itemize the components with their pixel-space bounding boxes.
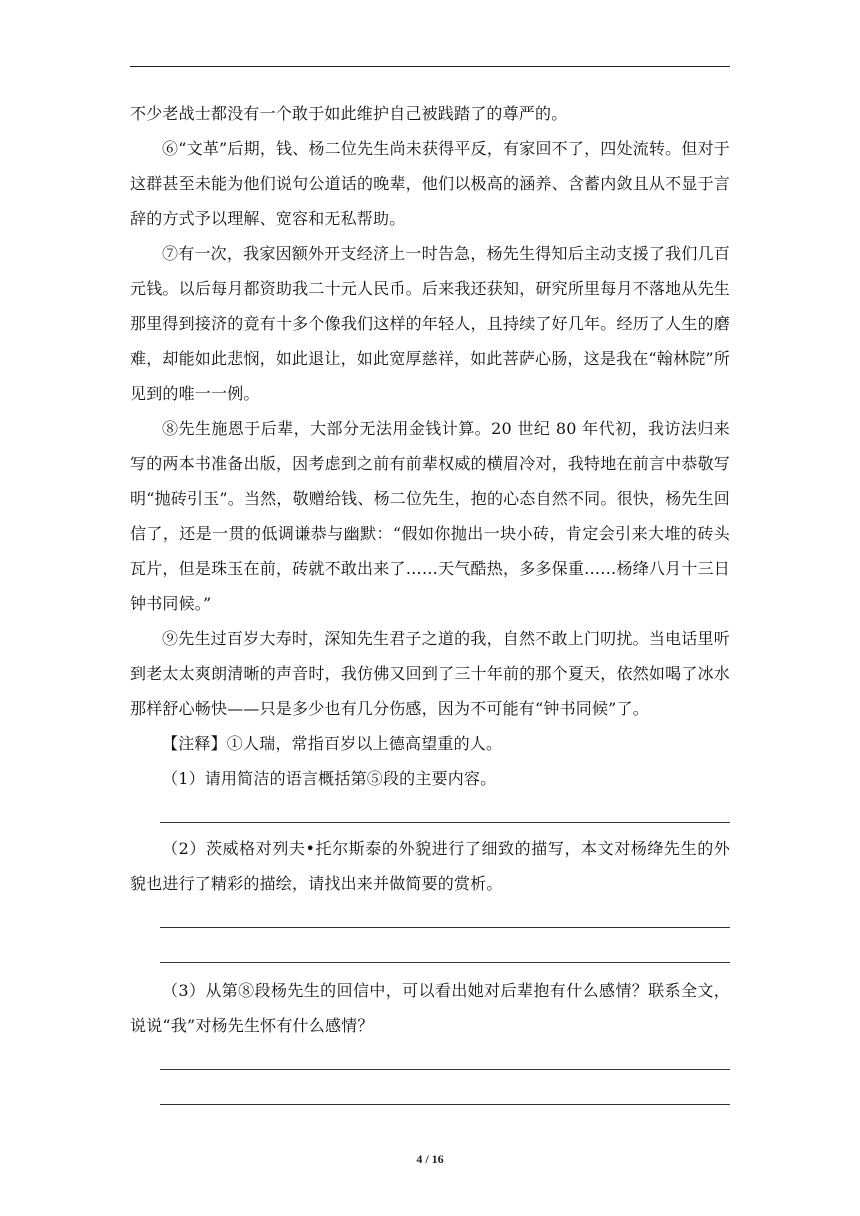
paragraph-7: ⑦有一次，我家因额外开支经济上一时告急，杨先生得知后主动支援了我们几百元钱。以后每月都资助我二十元人民币。后来我还获知，研究所里每月不落地从先生那里得到接济的竟有十多个像我们这样的年轻人，且持续了好几年。经历了人生的磨难，却能如此悲悯，如此退让，如此宽厚慈祥，如此菩萨心肠，这是我在“翰林院”所见到的唯一一例。 bbox=[130, 244, 730, 403]
document-body bbox=[130, 96, 730, 1105]
paragraph-6: ⑥“文革”后期，钱、杨二位先生尚未获得平反，有家回不了，四处流转。但对于这群甚至未能为他们说句公道话的晚辈，他们以极高的涵养、含蓄内敛且从不显于言辞的方式予以理解、宽容和无私帮助。 bbox=[130, 139, 730, 228]
question-1: （1）请用简洁的语言概括第⑤段的主要内容。 bbox=[162, 769, 497, 788]
page-number: 4 / 16 bbox=[416, 1152, 444, 1166]
paragraph-continued: 不少老战士都没有一个敢于如此维护自己被践踏了的尊严的。 bbox=[130, 104, 568, 123]
question-3: （3）从第⑧段杨先生的回信中，可以看出她对后辈抱有什么感情？联系全文，说说“我”对杨先生怀有什么感情？ bbox=[130, 981, 730, 1035]
annotation-note: 【注释】①人瑞，常指百岁以上德高望重的人。 bbox=[162, 734, 503, 753]
answer-line[interactable] bbox=[160, 1104, 730, 1105]
header-rule bbox=[130, 66, 730, 67]
paragraph-8: ⑧先生施恩于后辈，大部分无法用金钱计算。20 世纪 80 年代初，我访法归来写的两本书准备出版，因考虑到之前有前辈权威的横眉冷对，我特地在前言中恭敬写明“抛砖引玉”。当然，敬赠给钱、杨二位先生，抱的心态自然不同。很快，杨先生回信了，还是一贯的低调谦恭与幽默：“假如你抛出一块小砖，肯定会引来大堆的砖头瓦片，但是珠玉在前，砖就不敢出来了……天气酷热，多多保重……杨绛八月十三日钟书同候。” bbox=[130, 419, 730, 613]
paragraph-9: ⑨先生过百岁大寿时，深知先生君子之道的我，自然不敢上门叨扰。当电话里听到老太太爽朗清晰的声音时，我仿佛又回到了三十年前的那个夏天，依然如喝了冰水那样舒心畅快——只是多少也有几分伤感，因为不可能有“钟书同候”了。 bbox=[130, 629, 730, 718]
question-2: （2）茨威格对列夫•托尔斯泰的外貌进行了细致的描写，本文对杨绛先生的外貌也进行了精彩的描绘，请找出来并做简要的赏析。 bbox=[130, 839, 730, 893]
